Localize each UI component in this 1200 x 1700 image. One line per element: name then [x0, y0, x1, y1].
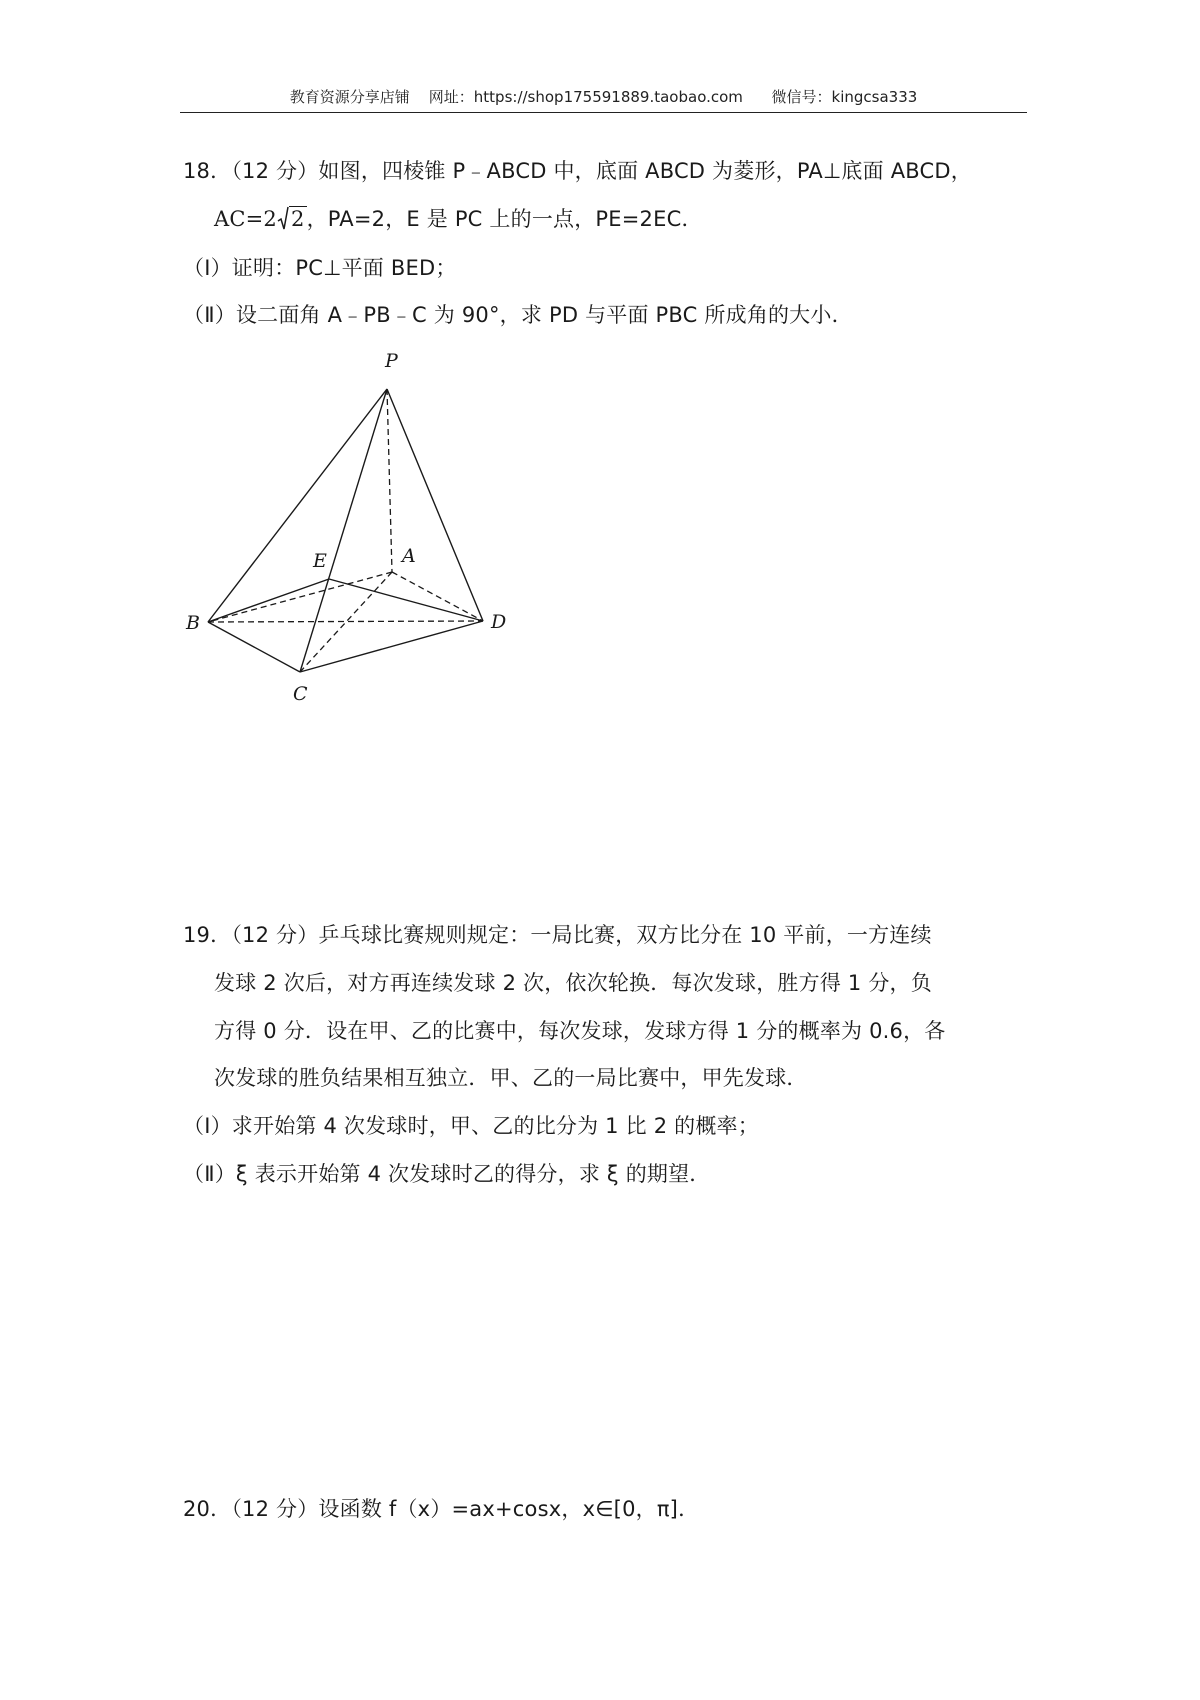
edge-PA — [387, 389, 392, 572]
pyramid-figure — [180, 345, 540, 719]
label-C: C — [293, 683, 308, 705]
edge-AD — [392, 572, 483, 621]
header-url: 网址：https://shop175591889.taobao.com — [428, 88, 743, 106]
edge-PD — [387, 389, 483, 621]
q19-line1: 19．（12 分）乒乓球比赛规则规定：一局比赛，双方比分在 10 平前，一方连续 — [183, 923, 932, 947]
label-P: P — [385, 350, 398, 372]
ac-radicand: 2 — [291, 207, 305, 231]
edge-CD — [300, 621, 483, 672]
q19-part2: （Ⅱ）ξ 表示开始第 4 次发球时乙的得分，求 ξ 的期望． — [183, 1162, 711, 1186]
label-B: B — [186, 612, 200, 634]
label-A: A — [402, 545, 416, 567]
header-divider — [180, 112, 1027, 113]
edge-BC — [208, 622, 300, 672]
q18-line2 — [214, 204, 703, 234]
ac-formula — [214, 204, 307, 234]
header-shop: 教育资源分享店铺 — [289, 88, 410, 106]
q19-part1: （Ⅰ）求开始第 4 次发球时，甲、乙的比分为 1 比 2 的概率； — [183, 1114, 759, 1138]
page-header — [180, 86, 1027, 107]
q19-line3: 方得 0 分．设在甲、乙的比赛中，每次发球，发球方得 1 分的概率为 0.6，各 — [214, 1019, 946, 1043]
label-D: D — [491, 611, 507, 633]
ac-lhs: AC=2 — [214, 207, 277, 231]
q18-line2-rest: ，PA=2，E 是 PC 上的一点，PE=2EC． — [306, 207, 703, 231]
label-E: E — [313, 550, 327, 572]
q19-line2: 发球 2 次后，对方再连续发球 2 次，依次轮换．每次发球，胜方得 1 分，负 — [214, 971, 932, 995]
q18-line1: 18．（12 分）如图，四棱锥 P﹣ABCD 中，底面 ABCD 为菱形，PA⊥底面 ABCD， — [183, 159, 972, 183]
edge-BD — [208, 621, 483, 622]
edge-PC — [300, 389, 387, 672]
sqrt-symbol — [277, 204, 307, 234]
q19-line4: 次发球的胜负结果相互独立．甲、乙的一局比赛中，甲先发球． — [214, 1066, 808, 1090]
header-wechat: 微信号：kingcsa333 — [771, 88, 918, 106]
edge-ED — [329, 579, 483, 621]
q18-part1: （Ⅰ）证明：PC⊥平面 BED； — [183, 256, 457, 280]
q18-part2: （Ⅱ）设二面角 A﹣PB﹣C 为 90°，求 PD 与平面 PBC 所成角的大小． — [183, 303, 853, 327]
edge-EB — [208, 579, 329, 622]
q20-line1: 20．（12 分）设函数 f（x）=ax+cosx，x∈[0，π]． — [183, 1497, 700, 1521]
edge-AB — [208, 572, 392, 622]
